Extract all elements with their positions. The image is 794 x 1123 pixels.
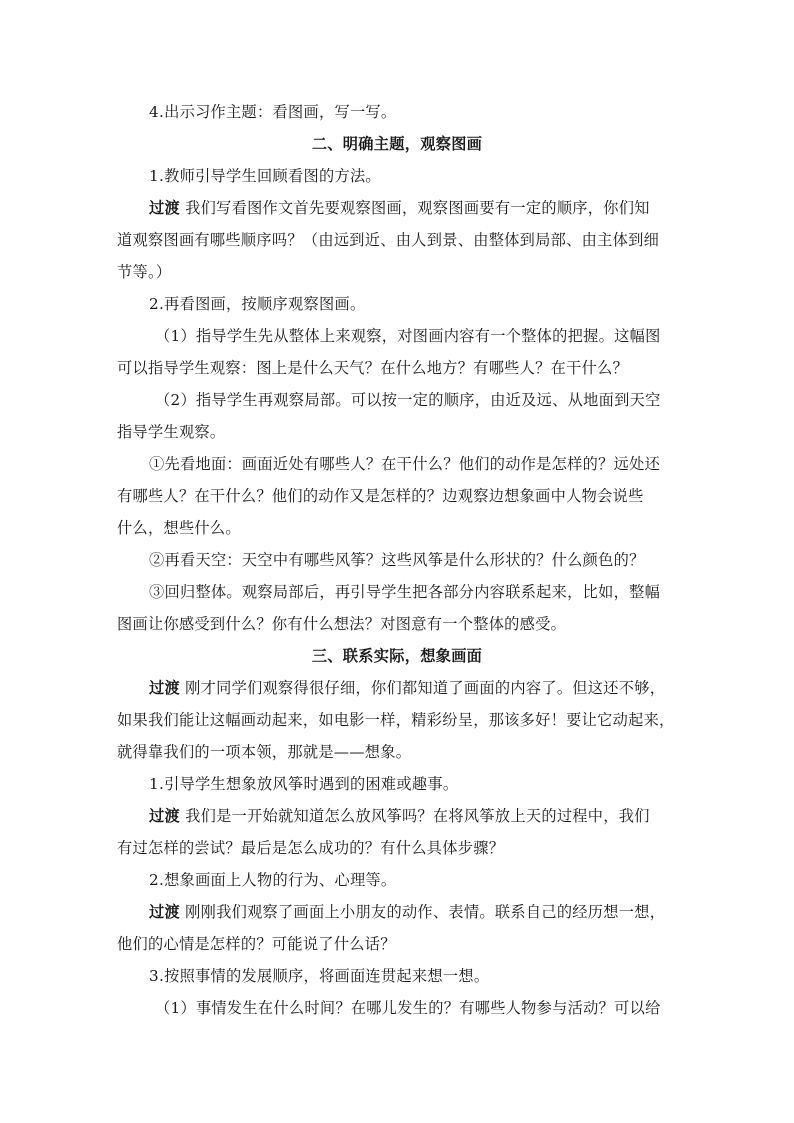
circled-item-3-line-1: ③回归整体。观察局部后，再引导学生把各部分内容联系起来，比如，整幅	[149, 583, 661, 601]
transition-paragraph-4-line-1	[149, 902, 665, 922]
transition-text: 刚才同学们观察得很仔细，你们都知道了画面的内容了。但这还不够，	[185, 679, 666, 697]
transition-paragraph-3-line-1	[149, 806, 650, 826]
paragraph-line: 有哪些人？在干什么？他们的动作又是怎样的？边观察边想象画中人物会说些	[117, 487, 644, 505]
step-3-imagine-text: 3.按照事情的发展顺序，将画面连贯起来想一想。	[149, 967, 490, 985]
paragraph-line: 什么，想些什么。	[117, 519, 241, 537]
circled-item-1-line-1: ①先看地面：画面近处有哪些人？在干什么？他们的动作是怎样的？远处还	[149, 455, 661, 473]
paragraph-line: 可以指导学生观察：图上是什么天气？在什么地方？有哪些人？在干什么？	[117, 359, 629, 377]
paragraph-line: 有过怎样的尝试？最后是怎么成功的？有什么具体步骤？	[117, 839, 505, 857]
substep-1-line-1: （1）指导学生先从整体上来观察，对图画内容有一个整体的把握。这幅图	[155, 327, 661, 345]
paragraph-line: 节等。）	[117, 263, 172, 281]
transition-label: 过渡	[149, 903, 180, 921]
transition-text: 我们写看图作文首先要观察图画，观察图画要有一定的顺序，你们知	[185, 199, 650, 217]
substep-2-line-1: （2）指导学生再观察局部。可以按一定的顺序，由近及远、从地面到天空	[155, 391, 661, 409]
transition-label: 过渡	[149, 679, 180, 697]
transition-label: 过渡	[149, 199, 180, 217]
step-2-imagine-text: 2.想象画面上人物的行为、心理等。	[149, 871, 397, 889]
paragraph-line: 图画让你感受到什么？你有什么想法？对图意有一个整体的感受。	[117, 615, 567, 633]
transition-text: 我们是一开始就知道怎么放风筝吗？在将风筝放上天的过程中，我们	[185, 807, 650, 825]
circled-item-2: ②再看天空：天空中有哪些风筝？这些风筝是什么形状的？什么颜色的？	[149, 551, 645, 569]
paragraph-line: 他们的心情是怎样的？可能说了什么话？	[117, 935, 396, 953]
paragraph-line: 道观察图画有哪些顺序吗？（由远到近、由人到景、由整体到局部、由主体到细	[117, 231, 660, 249]
transition-paragraph-2-line-1	[149, 678, 665, 698]
transition-label: 过渡	[149, 807, 180, 825]
transition-text: 刚刚我们观察了画面上小朋友的动作、表情。联系自己的经历想一想，	[185, 903, 666, 921]
step-1-text: 1.教师引导学生回顾看图的方法。	[149, 167, 381, 185]
paragraph-line: 就得靠我们的一项本领，那就是——想象。	[117, 743, 412, 761]
section-heading-3: 三、联系实际，想象画面	[311, 647, 483, 665]
transition-paragraph-1-line-1	[149, 198, 650, 218]
step-4-text: 4.出示习作主题：看图画，写一写。	[149, 103, 397, 121]
paragraph-line: 指导学生观察。	[117, 423, 226, 441]
step-1-imagine-text: 1.引导学生想象放风筝时遇到的困难或趣事。	[149, 775, 459, 793]
step-2-text: 2.再看图画，按顺序观察图画。	[149, 295, 366, 313]
section-heading-2: 二、明确主题，观察图画	[311, 135, 483, 153]
substep-1-question-line: （1）事情发生在什么时间？在哪儿发生的？有哪些人物参与活动？可以给	[155, 999, 661, 1017]
paragraph-line: 如果我们能让这幅画动起来，如电影一样，精彩纷呈，那该多好！要让它动起来，	[117, 711, 675, 729]
